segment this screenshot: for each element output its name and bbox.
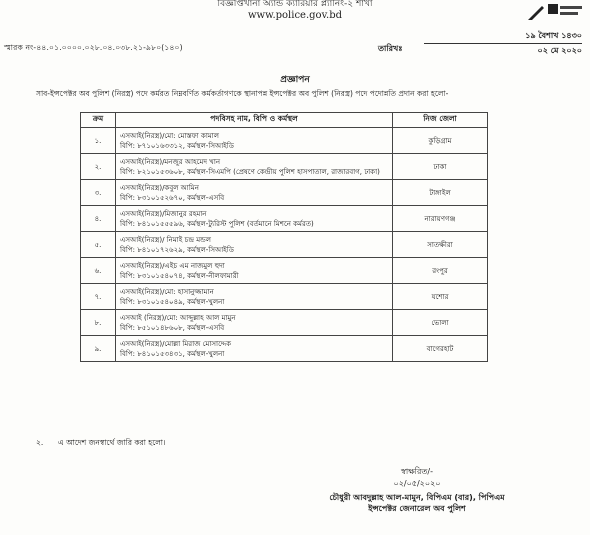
officer-name: এসআই(নিরস্ত্র)/মো: মোস্তফা কামাল	[120, 131, 219, 140]
row-officer-info	[116, 336, 393, 362]
police-logo-icon	[524, 0, 586, 22]
officer-name: এসআই(নিরস্ত্র)/এইচ এম নাজমুল হুদা	[120, 261, 225, 270]
officer-name: এসআই(নিরস্ত্র)/মোল্লা মিরাজ মোসাদ্দেক	[120, 339, 231, 348]
row-officer-info	[116, 310, 393, 336]
row-home-district: সাতক্ষীরা	[393, 232, 488, 258]
signatory-designation: ইন্সপেক্টর জেনারেল অব পুলিশ	[368, 504, 466, 513]
officer-name: এসআই(নিরস্ত্র)/ নিমাই চন্দ্র মন্ডল	[120, 235, 211, 244]
row-serial: ৯.	[81, 336, 116, 362]
column-header-district: নিজ জেলা	[393, 113, 488, 128]
table-row	[81, 284, 488, 310]
row-officer-info	[116, 154, 393, 180]
row-serial: ৬.	[81, 258, 116, 284]
row-home-district: যশোর	[393, 284, 488, 310]
date-bangla: ১৯ বৈশাখ ১৪৩০	[525, 31, 582, 40]
column-header-serial: ক্রম	[81, 113, 116, 128]
officer-name: এসআই (নিরস্ত্র)/মো: আব্দুল্লাহ আল মামুন	[120, 313, 236, 322]
table-row	[81, 336, 488, 362]
note-text: এ আদেশ জনস্বার্থে জারি করা হলো।	[58, 438, 166, 447]
row-officer-info	[116, 258, 393, 284]
document-title: প্রজ্ঞাপন	[280, 75, 310, 85]
table-row	[81, 232, 488, 258]
table-row	[81, 180, 488, 206]
note-number: ২.	[36, 438, 44, 447]
note-paragraph	[36, 438, 166, 450]
officer-name: এসআই(নিরস্ত্র)/মো: হাসানুজ্জামান	[120, 287, 214, 296]
officer-bp-workplace: বিপি: ৮৩১০১৫৪০৪৯, কর্মস্থল-খুলনা	[120, 297, 225, 306]
officer-name: এসআই(নিরস্ত্র)/মনজুর আহমেদ খান	[120, 157, 221, 166]
intro-paragraph: সাব-ইন্সপেক্টর অব পুলিশ (নিরস্ত্র) পদে কর্মরত নিম্নবর্ণিত কর্মকর্তাগণকে স্থানাপন্ন ইন্সপেক্টর অব পুলিশ (নিরস্ত্র) পদে পদোন্নতি প্রদান করা হলো-	[36, 89, 449, 98]
table-row	[81, 128, 488, 154]
signatory-name: চৌধুরী আবদুল্লাহ আল-মামুন, বিপিএম (বার), পিপিএম	[329, 493, 505, 502]
officer-bp-workplace: বিপি: ৮৩১০১৫৪০৭৪, কর্মস্থল-নীলফামারী	[120, 271, 239, 280]
table-row	[81, 154, 488, 180]
column-header-name: পদবিসহ নাম, বিপি ও কর্মস্থল	[116, 113, 393, 128]
row-serial: ৩.	[81, 180, 116, 206]
row-serial: ৪.	[81, 206, 116, 232]
row-home-district: বাগেরহাট	[393, 336, 488, 362]
officer-bp-workplace: বিপি: ৮৪১০১৫৩৪৩১, কর্মস্থল-খুলনা	[120, 349, 225, 358]
row-home-district: টাঙ্গাইল	[393, 180, 488, 206]
website-url: www.police.gov.bd	[247, 10, 343, 21]
row-home-district: নারায়ণগঞ্জ	[393, 206, 488, 232]
row-officer-info	[116, 128, 393, 154]
row-serial: ২.	[81, 154, 116, 180]
date-divider	[424, 43, 582, 44]
officer-bp-workplace: বিপি: ৮৭১০১৬৩৩১২, কর্মস্থল-সিআইডি	[120, 141, 234, 150]
officer-name: এসআই(নিরস্ত্র)/কবুল আমিন	[120, 183, 199, 192]
table-row	[81, 206, 488, 232]
row-officer-info	[116, 284, 393, 310]
promotion-table	[80, 112, 488, 362]
memo-number: স্মারক নং-৪৪.০১.০০০০.০২৮.০৪.০৩৮.২১-৯৮০(১৪০)	[4, 43, 183, 52]
row-serial: ৮.	[81, 310, 116, 336]
signature-date: ০২/০৫/২০২০	[393, 479, 441, 488]
row-home-district: ঢাকা	[393, 154, 488, 180]
officer-bp-workplace: বিপি: ৮২১০১৫৩৬০৮, কর্মস্থল-সিএমপি (প্রেষণে কেন্দ্রীয় পুলিশ হাসপাতাল, রাজারবাগ, ঢাকা)	[120, 167, 380, 176]
date-label: তারিখঃ	[378, 44, 403, 53]
row-officer-info	[116, 232, 393, 258]
row-officer-info	[116, 180, 393, 206]
officer-name: এসআই(নিরস্ত্র)/মিজানুর রহমান	[120, 209, 207, 218]
row-serial: ৫.	[81, 232, 116, 258]
row-home-district: রংপুর	[393, 258, 488, 284]
table-row	[81, 310, 488, 336]
officer-bp-workplace: বিপি: ৮৪১০১৫৫৫৯৬, কর্মস্থল-ট্যুরিস্ট পুলিশ (বর্তমানে মিশনে কর্মরত)	[120, 219, 314, 228]
row-serial: ১.	[81, 128, 116, 154]
office-branch: বিজ্ঞপ্তিখানা অ্যান্ড ক্যারিয়ার প্ল্যানিং-২ শাখা	[217, 0, 373, 9]
row-home-district: কুড়িগ্রাম	[393, 128, 488, 154]
date-gregorian: ০২ মে ২০২০	[537, 46, 582, 55]
table-row	[81, 258, 488, 284]
row-home-district: ভোলা	[393, 310, 488, 336]
row-officer-info	[116, 206, 393, 232]
row-serial: ৭.	[81, 284, 116, 310]
officer-bp-workplace: বিপি: ৮৪১০১৭২৬২৯, কর্মস্থল-সিআইডি	[120, 245, 234, 254]
signature-status: স্বাক্ষরিত/-	[401, 467, 433, 476]
officer-bp-workplace: বিপি: ৮৩১০১৫২৬৭০, কর্মস্থল-এসবি	[120, 193, 225, 202]
officer-bp-workplace: বিপি: ৮৫১০১৪৮৬০৮, কর্মস্থল-এসবি	[120, 323, 225, 332]
table-header-row	[81, 113, 488, 128]
